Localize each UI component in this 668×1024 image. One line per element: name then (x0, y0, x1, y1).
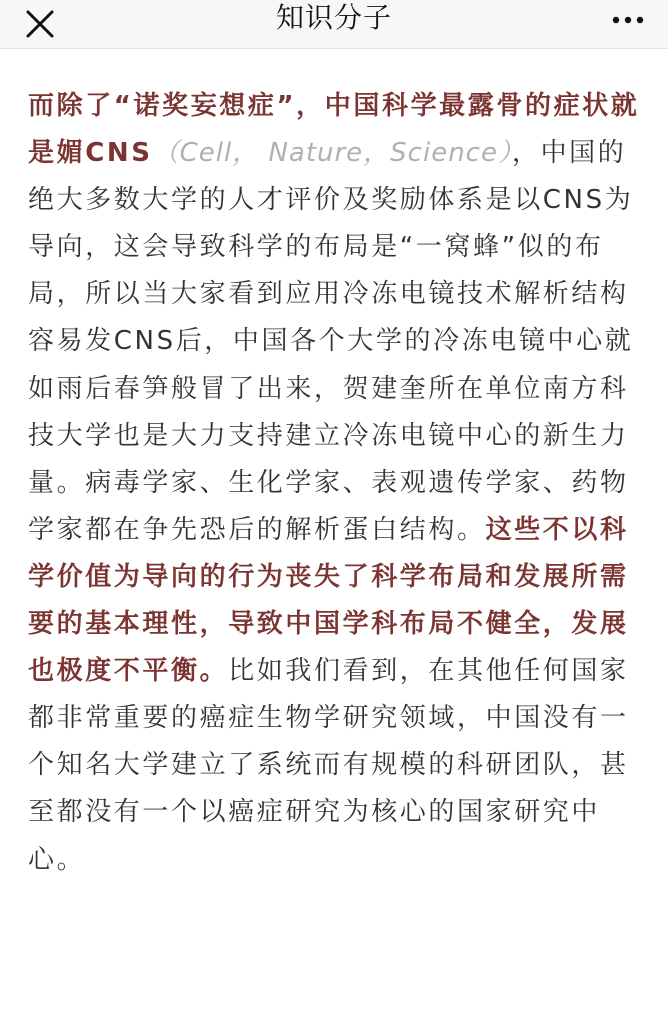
more-dots-icon (608, 4, 648, 36)
page-title: 知识分子 (275, 1, 392, 34)
highlight-text-2: 这些不以科学价值为导向的行为丧失了科学布局和发展所需要的基本理性，导致中国学科布局不健全，发展也极度不平衡。 (28, 514, 629, 687)
body-text-2: 比如我们看到，在其他任何国家都非常重要的癌症生物学研究领域，中国没有一个知名大学建立了系统而有规模的科研团队，甚至都没有一个以癌症研究为核心的国家研究中心。 (28, 656, 629, 875)
top-nav-bar (0, 0, 668, 49)
highlight-text: 而除了“诺奖妄想症”，中国科学最露骨的症状就是媚CNS (28, 91, 640, 169)
journal-list-text: （Cell， Nature，Science） (152, 138, 512, 169)
article-paragraph (28, 83, 646, 884)
more-button[interactable] (608, 4, 648, 36)
body-text: ，中国的绝大多数大学的人才评价及奖励体系是以CNS为导向，这会导致科学的布局是“一窝蜂”似的布局，所以当大家看到应用冷冻电镜技术解析结构容易发CNS后，中国各个大学的冷冻电镜中心就如雨后春笋般冒了出来，贺建奎所在单位南方科技大学也是大力支持建立冷冻电镜中心的新生力量。病毒学家、生化学家、表观遗传学家、药物学家都在争先恐后的解析蛋白结构。 (28, 138, 634, 545)
